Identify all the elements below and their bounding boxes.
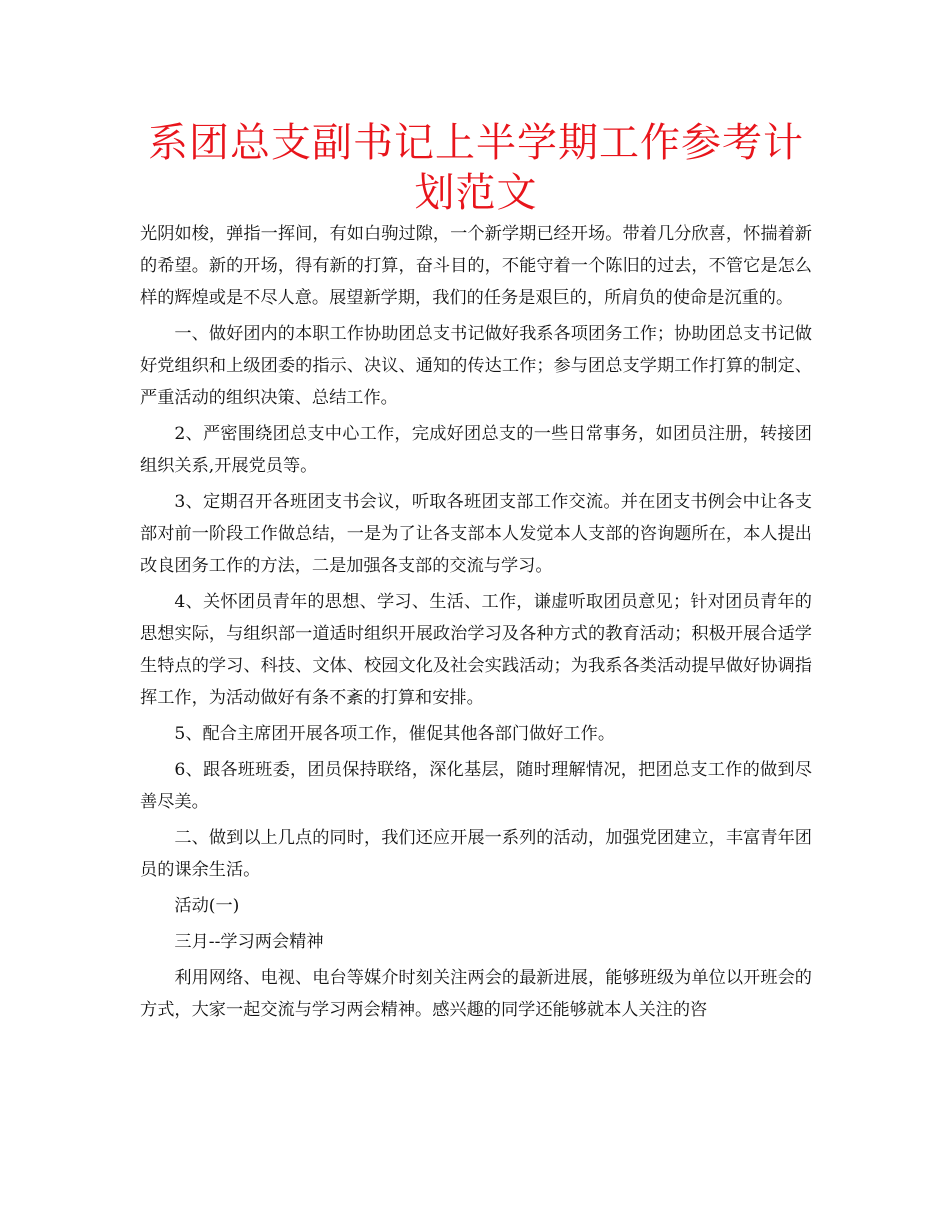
document-title: 系团总支副书记上半学期工作参考计划范文 xyxy=(148,120,804,216)
paragraph: 6、跟各班班委，团员保持联络，深化基层，随时理解情况，把团总支工作的做到尽善尽美。 xyxy=(140,760,812,812)
paragraph: 利用网络、电视、电台等媒介时刻关注两会的最新进展，能够班级为单位以开班会的方式，大家一起交流与学习两会精神。感兴趣的同学还能够就本人关注的咨 xyxy=(140,968,812,1020)
paragraph: 三月--学习两会精神 xyxy=(174,932,324,952)
document-page xyxy=(140,118,812,1030)
paragraph: 4、关怀团员青年的思想、学习、生活、工作，谦虚听取团员意见；针对团员青年的思想实际，与组织部一道适时组织开展政治学习及各种方式的教育活动；积极开展合适学生特点的学习、科技、文体、校园文化及社会实践活动；为我系各类活动提早做好协调指挥工作，为活动做好有条不紊的打算和安排。 xyxy=(140,592,812,708)
document-body xyxy=(140,218,812,1026)
paragraph: 活动(一) xyxy=(174,896,240,916)
paragraph: 5、配合主席团开展各项工作，催促其他各部门做好工作。 xyxy=(174,724,616,744)
paragraph: 2、严密围绕团总支中心工作，完成好团总支的一些日常事务，如团员注册，转接团组织关系,开展党员等。 xyxy=(140,424,812,476)
paragraph: 光阴如梭，弹指一挥间，有如白驹过隙，一个新学期已经开场。带着几分欣喜，怀揣着新的希望。新的开场，得有新的打算，奋斗目的，不能守着一个陈旧的过去，不管它是怎么样的辉煌或是不尽人意。展望新学期，我们的任务是艰巨的，所肩负的使命是沉重的。 xyxy=(140,224,812,308)
paragraph: 一、做好团内的本职工作协助团总支书记做好我系各项团务工作；协助团总支书记做好党组织和上级团委的指示、决议、通知的传达工作；参与团总支学期工作打算的制定、严重活动的组织决策、总结工作。 xyxy=(140,324,812,408)
paragraph: 二、做到以上几点的同时，我们还应开展一系列的活动，加强党团建立，丰富青年团员的课余生活。 xyxy=(140,828,812,880)
paragraph: 3、定期召开各班团支书会议，听取各班团支部工作交流。并在团支书例会中让各支部对前一阶段工作做总结，一是为了让各支部本人发觉本人支部的咨询题所在，本人提出改良团务工作的方法，二是加强各支部的交流与学习。 xyxy=(140,492,812,576)
